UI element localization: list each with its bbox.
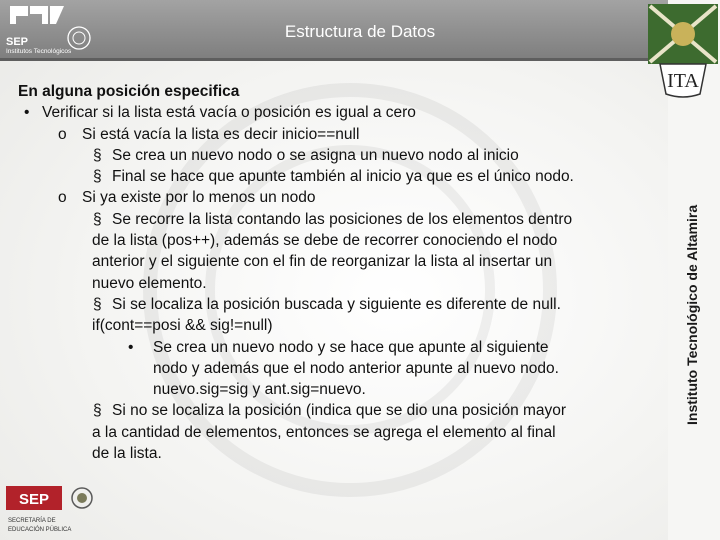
list-item [18, 187, 648, 208]
list-item [18, 294, 648, 315]
sep-footer-logo [6, 486, 98, 534]
bullet-icon: o [58, 125, 67, 143]
sep-footer-subtext-2: EDUCACIÓN PÚBLICA [8, 527, 72, 533]
sep-footer-subtext-1: SECRETARÍA DE [8, 518, 56, 524]
list-item-continuation: de la lista (pos++), además se debe de recorrer conociendo el nodo [92, 232, 558, 250]
code-line: if(cont==posi && sig!=null) [92, 317, 273, 335]
list-item-text: Se recorre la lista contando las posiciones de los elementos dentro [112, 210, 573, 228]
bullet-icon: § [93, 295, 102, 313]
list-item-text: Final se hace que apunte también al inicio ya que es el único nodo. [112, 168, 574, 186]
bullet-icon: § [93, 210, 102, 228]
header-underline [0, 58, 668, 61]
bullet-icon: o [58, 189, 67, 207]
bullet-icon: • [24, 104, 30, 122]
list-item-continuation: de la lista. [92, 445, 162, 463]
bullet-icon: § [93, 168, 102, 186]
sep-logo-text: SEP [6, 36, 29, 48]
list-item [18, 166, 648, 187]
list-item-text: Si se localiza la posición buscada y siguiente es diferente de null. [112, 295, 561, 313]
list-item [18, 145, 648, 166]
bullet-icon: • [128, 338, 134, 356]
list-item-text: Verificar si la lista está vacía o posición es igual a cero [42, 104, 416, 122]
content-heading: En alguna posición especifica [18, 83, 240, 100]
list-item-text: Si no se localiza la posición (indica que se dio una posición mayor [112, 402, 567, 420]
list-item-continuation: nuevo elemento. [92, 274, 207, 292]
list-item [18, 337, 648, 358]
list-item [18, 209, 648, 230]
sep-footer-text: SEP [18, 491, 50, 508]
ita-emblem-text: ITA [667, 70, 699, 92]
list-item-text: Se crea un nuevo nodo o se asigna un nuevo nodo al inicio [112, 146, 519, 164]
bullet-icon: § [93, 146, 102, 164]
slide-content [18, 81, 648, 464]
list-item-continuation: nodo y además que el nodo anterior apunte al nuevo nodo. [153, 359, 559, 377]
list-item-text: Si está vacía la lista es decir inicio==null [82, 125, 360, 143]
list-item [18, 124, 648, 145]
bullet-icon: § [93, 402, 102, 420]
sep-logo-subtext: Institutos Tecnológicos [6, 48, 72, 55]
institute-name-vertical: Instituto Tecnológico de Altamira [684, 204, 700, 425]
ita-emblem-icon [640, 2, 720, 98]
list-item-continuation: anterior y el siguiente con el fin de reorganizar la lista al insertar un [92, 253, 553, 271]
code-line: nuevo.sig=sig y ant.sig=nuevo. [153, 381, 366, 399]
list-item [18, 102, 648, 123]
list-item [18, 400, 648, 421]
page-title: Estructura de Datos [284, 22, 436, 41]
list-item-text: Se crea un nuevo nodo y se hace que apunte al siguiente [153, 338, 549, 356]
list-item-continuation: a la cantidad de elementos, entonces se agrega el elemento al final [92, 423, 556, 441]
list-item-text: Si ya existe por lo menos un nodo [82, 189, 316, 207]
